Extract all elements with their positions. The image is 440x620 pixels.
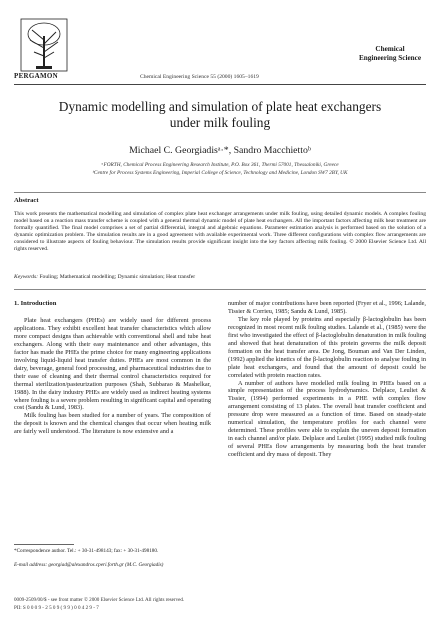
publisher-name: PERGAMON <box>14 72 59 80</box>
abstract-top-rule <box>14 192 426 193</box>
journal-citation: Chemical Engineering Science 55 (2000) 1605–1619 <box>140 74 259 80</box>
paragraph: number of major contributions have been reported (Fryer et al., 1996; Lalande, Tissier & Corrieu, 1985; Sandu & Lund, 1985). <box>228 300 426 315</box>
paragraph: The key role played by proteins and especially β-lactoglobulin has been recognized in most recent milk fouling studies. Lalande et al., (1985) were the first who investigated the effect of β-lactoglobulin denaturation in milk fouling and showed that heat denaturation of this protein governs the milk deposit formation on the heat transfer area. De Jong, Bouman and Van Der Linden, (1992) applied the kinetics of the β-lactoglobulin reaction to analyse fouling in plate heat exchangers, and found that the amount of deposit could be correlated with protein reaction rates. <box>228 315 426 379</box>
keywords-rule <box>14 289 426 290</box>
paragraph: A number of authors have modelled milk fouling in PHEs based on a simple representation of the process hydrodynamics. Delplace, Leuliet & Tissier, (1994) performed experiments in a PHE with complex flow arrangement consisting of 13 plates. The overall heat transfer coefficient and pressure drop were measured as a function of time. Based on steady-state numerical simulation, the temperature profiles for each channel were determined. These profiles were able to explain the uneven deposit formation in each channel and/or plate. Delplace and Leuliet (1995) studied milk fouling of several PHEs flow arrangements by measuring both the heat transfer coefficient and dry mass of deposit. They <box>228 379 426 459</box>
title-line-2: under milk fouling <box>169 114 271 130</box>
publisher-logo <box>20 18 68 72</box>
journal-name-line-2: Engineering Science <box>358 54 422 62</box>
section-heading: 1. Introduction <box>14 300 57 307</box>
abstract-text: This work presents the mathematical modelling and simulation of complex plate heat exchanger arrangements under milk fouling, using detailed dynamic models. A complex fouling model based on a reaction mass transfer scheme is coupled with a general thermal dynamic model of plate heat exchangers. All the important factors affecting milk heat treatment are formally quantified. The final model comprises a set of partial differential, integral and algebraic equations. Parameter estimation analysis is performed based on the solution of a dynamic optimization problem. The simulation results are in a good agreement with available experimental work. Three different configurations with complex flow arrangements are considered to illustrate aspects of fouling behaviour. The simulation results provide significant insight into the key factors affecting milk fouling. © 2000 Elsevier Science Ltd. All rights reserved. <box>14 211 426 252</box>
email-footnote: E-mail address: georgiad@alexandros.cperi.forth.gr (M.C. Georgiadis) <box>14 562 164 568</box>
left-column <box>14 317 211 436</box>
paragraph: Plate heat exchangers (PHEs) are widely used for different process applications. They exhibit excellent heat transfer characteristics which allow more compact designs than achievable with conventional shell and tube heat exchangers. Along with their easy maintenance and other advantages, this factor has made the PHEs the prime choice for many engineering applications involving liquid-liquid heat transfer duties. PHEs are most common in the dairy, beverage, general food processing, and pharmaceutical industries due to their ease of cleaning and their thermal control characteristics required for thermal sterilization/pasteurization purposes (Shah, Subbarao & Mashelkar, 1988). In the dairy industry PHEs are widely used as indirect heating systems where fouling is a severe problem resulting in significant capital and operating cost (Sandu & Lund, 1983). <box>14 317 211 412</box>
keywords-label: Keywords: <box>14 274 39 280</box>
journal-name <box>350 45 430 63</box>
correspondence-footnote: *Correspondence author. Tel.: + 30-31-498143; fax: + 30-31-498180. <box>14 548 159 554</box>
pii-line: PII: S 0 0 0 9 - 2 5 0 9 ( 9 9 ) 0 0 4 2 9 - 7 <box>14 605 99 611</box>
header-rule <box>14 84 426 85</box>
affiliation-b: ᵇCentre for Process Systems Engineering, Imperial College of Science, Technology and Medicine, London SW7 2BY, UK <box>92 170 348 176</box>
authors: Michael C. Georgiadisᵃ·*, Sandro Macchiettoᵇ <box>129 145 311 156</box>
affiliation-a: ᵃFORTH, Chemical Process Engineering Research Institute, P.O. Box 361, Thermi 57001, Thessaloniki, Greece <box>101 162 339 168</box>
right-column <box>228 300 426 459</box>
copyright-line: 0009-2509/00/$ - see front matter © 2000 Elsevier Science Ltd. All rights reserved. <box>14 597 185 603</box>
journal-name-line-1: Chemical <box>375 45 405 53</box>
paragraph: Milk fouling has been studied for a number of years. The composition of the deposit is known and the chemical changes that occur when heating milk are fairly well understood. The literature is now extensive and a <box>14 412 211 436</box>
keywords-list: Fouling; Mathematical modelling; Dynamic simulation; Heat transfer <box>39 274 196 280</box>
abstract-heading: Abstract <box>14 197 39 204</box>
keywords <box>14 274 426 280</box>
article-title <box>30 99 410 130</box>
title-line-1: Dynamic modelling and simulation of plate heat exchangers <box>58 99 382 114</box>
footnote-rule <box>14 544 74 545</box>
